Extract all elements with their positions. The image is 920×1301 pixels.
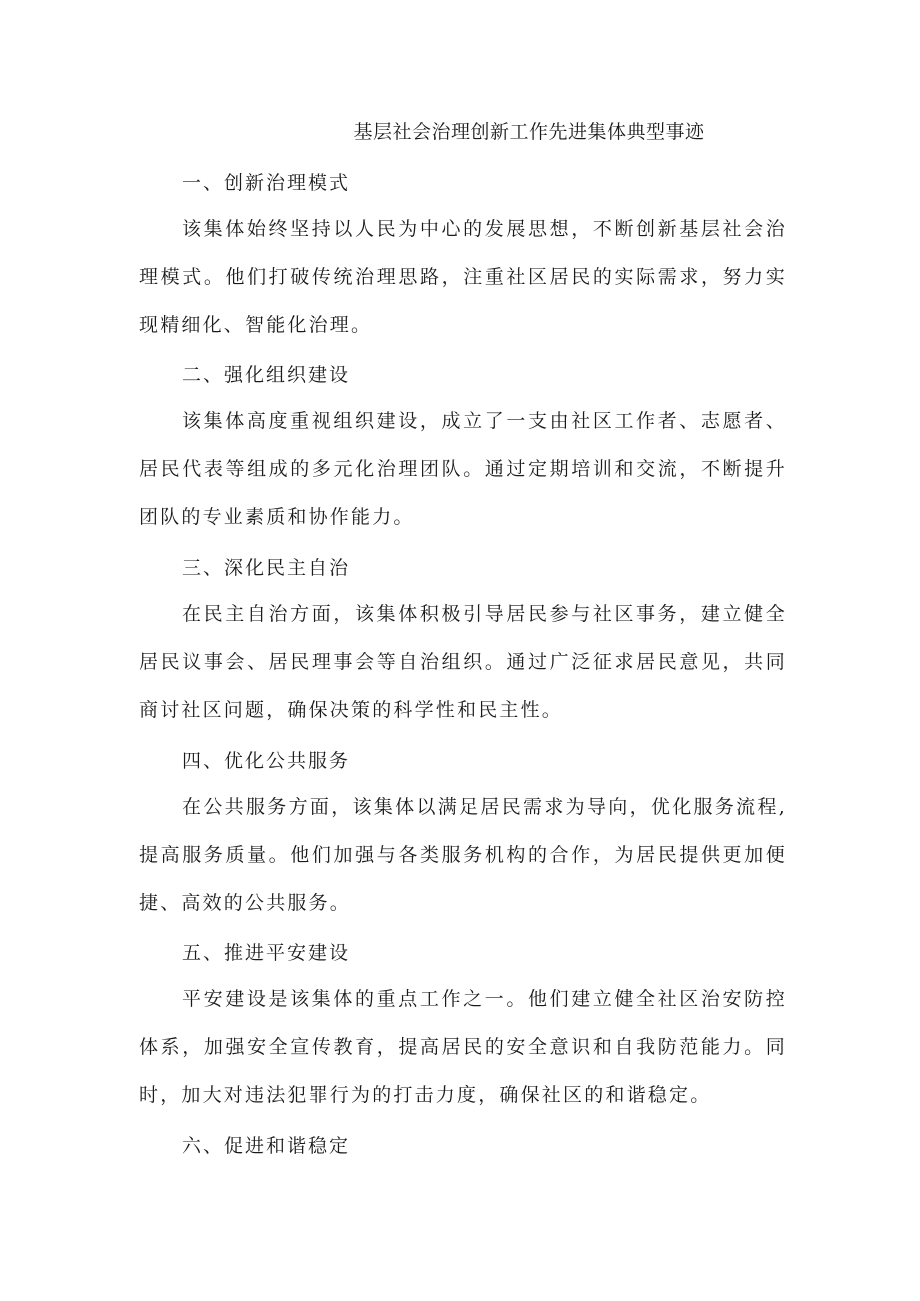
section-body-2: 该集体高度重视组织建设，成立了一支由社区工作者、志愿者、居民代表等组成的多元化治理团队。通过定期培训和交流，不断提升团队的专业素质和协作能力。 <box>139 410 787 528</box>
section-body-1: 该集体始终坚持以人民为中心的发展思想，不断创新基层社会治理模式。他们打破传统治理思路，注重社区居民的实际需求，努力实现精细化、智能化治理。 <box>139 218 787 336</box>
section-heading-2: 二、强化组织建设 <box>182 364 351 386</box>
section-heading-1: 一、创新治理模式 <box>182 172 351 194</box>
section-body-5: 平安建设是该集体的重点工作之一。他们建立健全社区治安防控体系，加强安全宣传教育，提高居民的安全意识和自我防范能力。同时，加大对违法犯罪行为的打击力度，确保社区的和谐稳定。 <box>139 988 787 1106</box>
section-body-4: 在公共服务方面，该集体以满足居民需求为导向，优化服务流程,提高服务质量。他们加强与各类服务机构的合作，为居民提供更加便捷、高效的公共服务。 <box>139 796 787 914</box>
section-body-3: 在民主自治方面，该集体积极引导居民参与社区事务，建立健全居民议事会、居民理事会等自治组织。通过广泛征求居民意见，共同商讨社区问题，确保决策的科学性和民主性。 <box>139 603 787 721</box>
section-heading-5: 五、推进平安建设 <box>182 942 351 964</box>
section-heading-6: 六、促进和谐稳定 <box>182 1135 351 1157</box>
section-heading-4: 四、优化公共服务 <box>182 750 351 772</box>
section-heading-3: 三、深化民主自治 <box>182 557 351 579</box>
document-title: 基层社会治理创新工作先进集体典型事迹 <box>353 121 705 143</box>
